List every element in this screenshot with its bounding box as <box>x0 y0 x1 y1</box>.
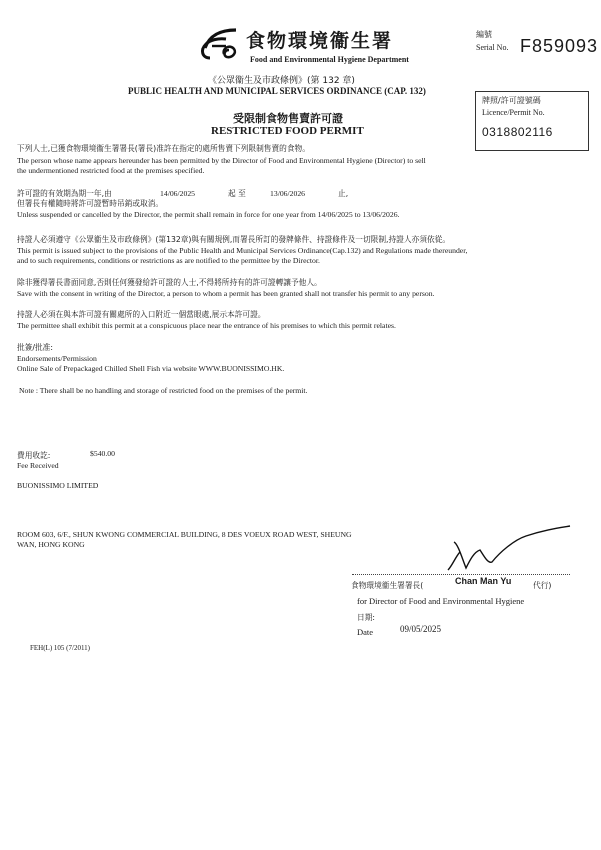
note-text: Note : There shall be no handling and storage of restricted food on the premises of the permit. <box>19 386 308 395</box>
ordinance-title-zh: 《公眾衞生及市政條例》(第 132 章) <box>208 76 355 86</box>
conditions-en-line-2: and to such requirements, conditions or restrictions as are notified to the permittee by the Director. <box>17 256 320 265</box>
validity-en: Unless suspended or cancelled by the Director, the permit shall remain in force for one year from 14/06/2025 to 13/06/2026. <box>17 210 400 219</box>
display-zh: 持證人必須在與本許可證有關處所的入口附近一個當眼處,展示本許可證。 <box>17 310 266 319</box>
intro-en-line-2: the undermentioned restricted food at the premises specified. <box>17 166 205 175</box>
department-name-en: Food and Environmental Hygiene Department <box>250 55 409 64</box>
date-label-en: Date <box>357 627 374 637</box>
serial-label-zh: 編號 <box>476 30 492 39</box>
endorsement-text: Online Sale of Prepackaged Chilled Shell Fish via website WWW.BUONISSIMO.HK. <box>17 364 285 373</box>
endorsement-label-zh: 批簽/批准: <box>17 343 53 352</box>
acting-label-zh: 代行) <box>533 581 552 590</box>
fehd-logo-icon <box>196 24 244 64</box>
validity-zh-mid: 起 至 <box>228 189 246 198</box>
validity-zh-suffix: 止, <box>338 189 349 198</box>
permittee-name: BUONISSIMO LIMITED <box>17 481 99 490</box>
transfer-en: Save with the consent in writing of the Director, a person to whom a permit has been granted shall not transfer his permit to any person. <box>17 289 435 298</box>
director-label-zh: 食物環境衞生署署長( <box>351 581 424 590</box>
signer-name: Chan Man Yu <box>455 576 512 586</box>
permit-title-en: RESTRICTED FOOD PERMIT <box>211 125 364 137</box>
conditions-zh: 持證人必須遵守《公眾衞生及市政條例》(第132章)與有關規例,而署長所訂的發牌條件、持證條件及一切限制,持證人亦須依從。 <box>17 235 451 244</box>
department-name-zh: 食物環境衞生署 <box>246 30 394 52</box>
display-en: The permittee shall exhibit this permit at a conspicuous place near the entrance of his premises to which this permit relates. <box>17 321 396 330</box>
permit-number-box <box>475 91 589 151</box>
validity-to-date: 13/06/2026 <box>270 189 306 198</box>
validity-from-date: 14/06/2025 <box>160 189 196 198</box>
endorsement-label-en: Endorsements/Permission <box>17 354 97 363</box>
fee-amount: $540.00 <box>90 449 115 458</box>
address-line-2: WAN, HONG KONG <box>17 540 85 549</box>
permit-number: 0318802116 <box>482 125 553 139</box>
fee-label-en: Fee Received <box>17 461 59 470</box>
date-label-zh: 日期: <box>357 613 375 622</box>
serial-label-en: Serial No. <box>476 43 509 52</box>
fee-label-zh: 費用收訖: <box>17 451 51 460</box>
form-number: FEH(L) 105 (7/2011) <box>30 644 91 652</box>
handwritten-signature-icon <box>440 522 575 580</box>
validity-zh-prefix: 許可證的有效期為期一年,由 <box>17 189 112 198</box>
for-director-en: for Director of Food and Environmental Hygiene <box>357 596 525 606</box>
serial-number: F859093 <box>520 36 599 56</box>
intro-en-line-1: The person whose name appears hereunder has been permitted by the Director of Food and Environmental Hygiene (Director) to sell <box>17 156 426 165</box>
signature-line <box>352 574 570 575</box>
transfer-zh: 除非獲得署長書面同意,否則任何獲發給許可證的人士,不得將所持有的許可證轉讓予他人。 <box>17 278 322 287</box>
permit-label-zh: 牌照/許可證號碼 <box>482 96 541 105</box>
intro-zh: 下列人士,已獲食物環境衞生署署長(署長)准許在指定的處所售賣下列限制售賣的食物。 <box>17 144 310 153</box>
ordinance-title-en: PUBLIC HEALTH AND MUNICIPAL SERVICES ORDINANCE (CAP. 132) <box>128 86 426 96</box>
validity-zh-line-2: 但署長有權隨時將許可證暫時吊銷或取消。 <box>17 199 164 208</box>
conditions-en-line-1: This permit is issued subject to the provisions of the Public Health and Municipal Services Ordinance(Cap.132) and Regulations made thereunder, <box>17 246 468 255</box>
permit-label-en: Licence/Permit No. <box>482 108 545 117</box>
permit-title-zh: 受限制食物售賣許可證 <box>233 112 343 125</box>
address-line-1: ROOM 603, 6/F., SHUN KWONG COMMERCIAL BUILDING, 8 DES VOEUX ROAD WEST, SHEUNG <box>17 530 352 539</box>
issue-date: 09/05/2025 <box>400 624 442 634</box>
